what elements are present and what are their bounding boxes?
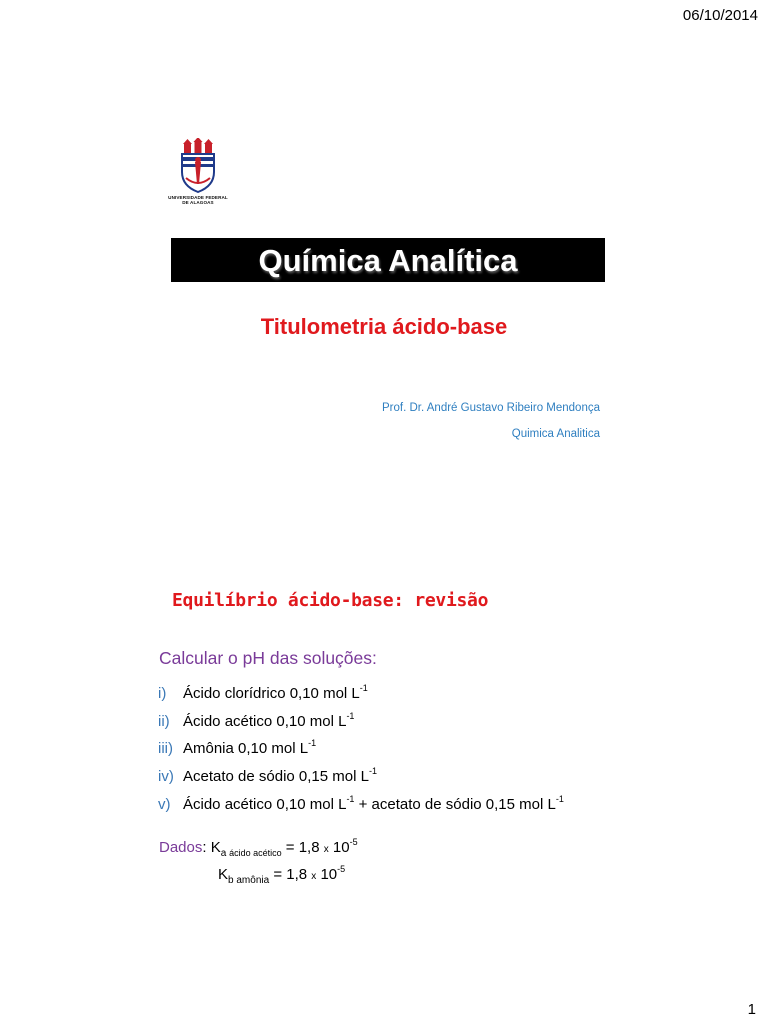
kb-base: 10 xyxy=(320,866,338,883)
slide-subtitle: Titulometria ácido-base xyxy=(260,314,508,339)
data-label: Dados xyxy=(159,839,203,856)
list-item xyxy=(158,738,316,757)
kb-exp: -5 xyxy=(337,864,346,874)
item-sup: -1 xyxy=(346,711,355,721)
kb-times: x xyxy=(311,871,317,882)
author-name: Prof. Dr. André Gustavo Ribeiro Mendonça xyxy=(382,402,600,414)
list-item xyxy=(158,766,377,785)
ka-symbol: K xyxy=(210,839,221,856)
data-kb xyxy=(218,864,345,886)
section-heading: Equilíbrio ácido-base: revisão xyxy=(172,590,489,611)
item-text-cont: + acetato de sódio 0,15 mol L xyxy=(354,796,556,813)
ka-base: 10 xyxy=(332,839,350,856)
item-sup-cont: -1 xyxy=(555,794,564,804)
question-text: Calcular o pH das soluções: xyxy=(159,648,377,668)
item-text: Acetato de sódio 0,15 mol L xyxy=(183,768,369,785)
item-number: ii) xyxy=(158,713,170,730)
ka-eq: = 1,8 xyxy=(281,839,320,856)
item-number: iii) xyxy=(158,740,173,757)
course-name: Quimica Analitica xyxy=(511,428,600,440)
slide-date: 06/10/2014 xyxy=(682,7,758,24)
item-sup: -1 xyxy=(359,683,368,693)
logo-text-line2: DE ALAGOAS xyxy=(182,200,214,206)
kb-sub-desc: amônia xyxy=(236,875,270,886)
item-number: i) xyxy=(158,685,167,702)
list-item xyxy=(158,711,354,730)
kb-eq: = 1,8 xyxy=(269,866,308,883)
item-text: Ácido clorídrico 0,10 mol L xyxy=(183,685,360,702)
list-item xyxy=(158,794,564,813)
item-sup: -1 xyxy=(346,794,355,804)
ka-exp: -5 xyxy=(349,837,358,847)
ka-sub-desc: ácido acético xyxy=(229,848,282,858)
page-number: 1 xyxy=(747,1001,756,1018)
list-item xyxy=(158,683,368,702)
logo-text-line1: UNIVERSIDADE FEDERAL xyxy=(168,195,228,200)
title-banner xyxy=(171,238,605,282)
item-number: iv) xyxy=(158,768,174,785)
slide-title: Química Analítica xyxy=(258,243,518,278)
item-text: Ácido acético 0,10 mol L xyxy=(183,713,347,730)
item-text: Amônia 0,10 mol L xyxy=(183,740,309,757)
kb-sub: b xyxy=(228,875,234,886)
item-sup: -1 xyxy=(368,766,377,776)
ka-times: x xyxy=(323,844,329,855)
item-number: v) xyxy=(158,796,171,813)
kb-symbol: K xyxy=(218,866,229,883)
ufal-crest-icon xyxy=(164,138,232,194)
item-sup: -1 xyxy=(308,738,317,748)
university-logo xyxy=(164,138,232,210)
item-text: Ácido acético 0,10 mol L xyxy=(183,796,347,813)
ka-sub: a xyxy=(220,848,227,859)
data-ka: Dados: $K_{a ácido acético} = 1,8$ x $10^{-5}$ xyxy=(159,837,358,859)
